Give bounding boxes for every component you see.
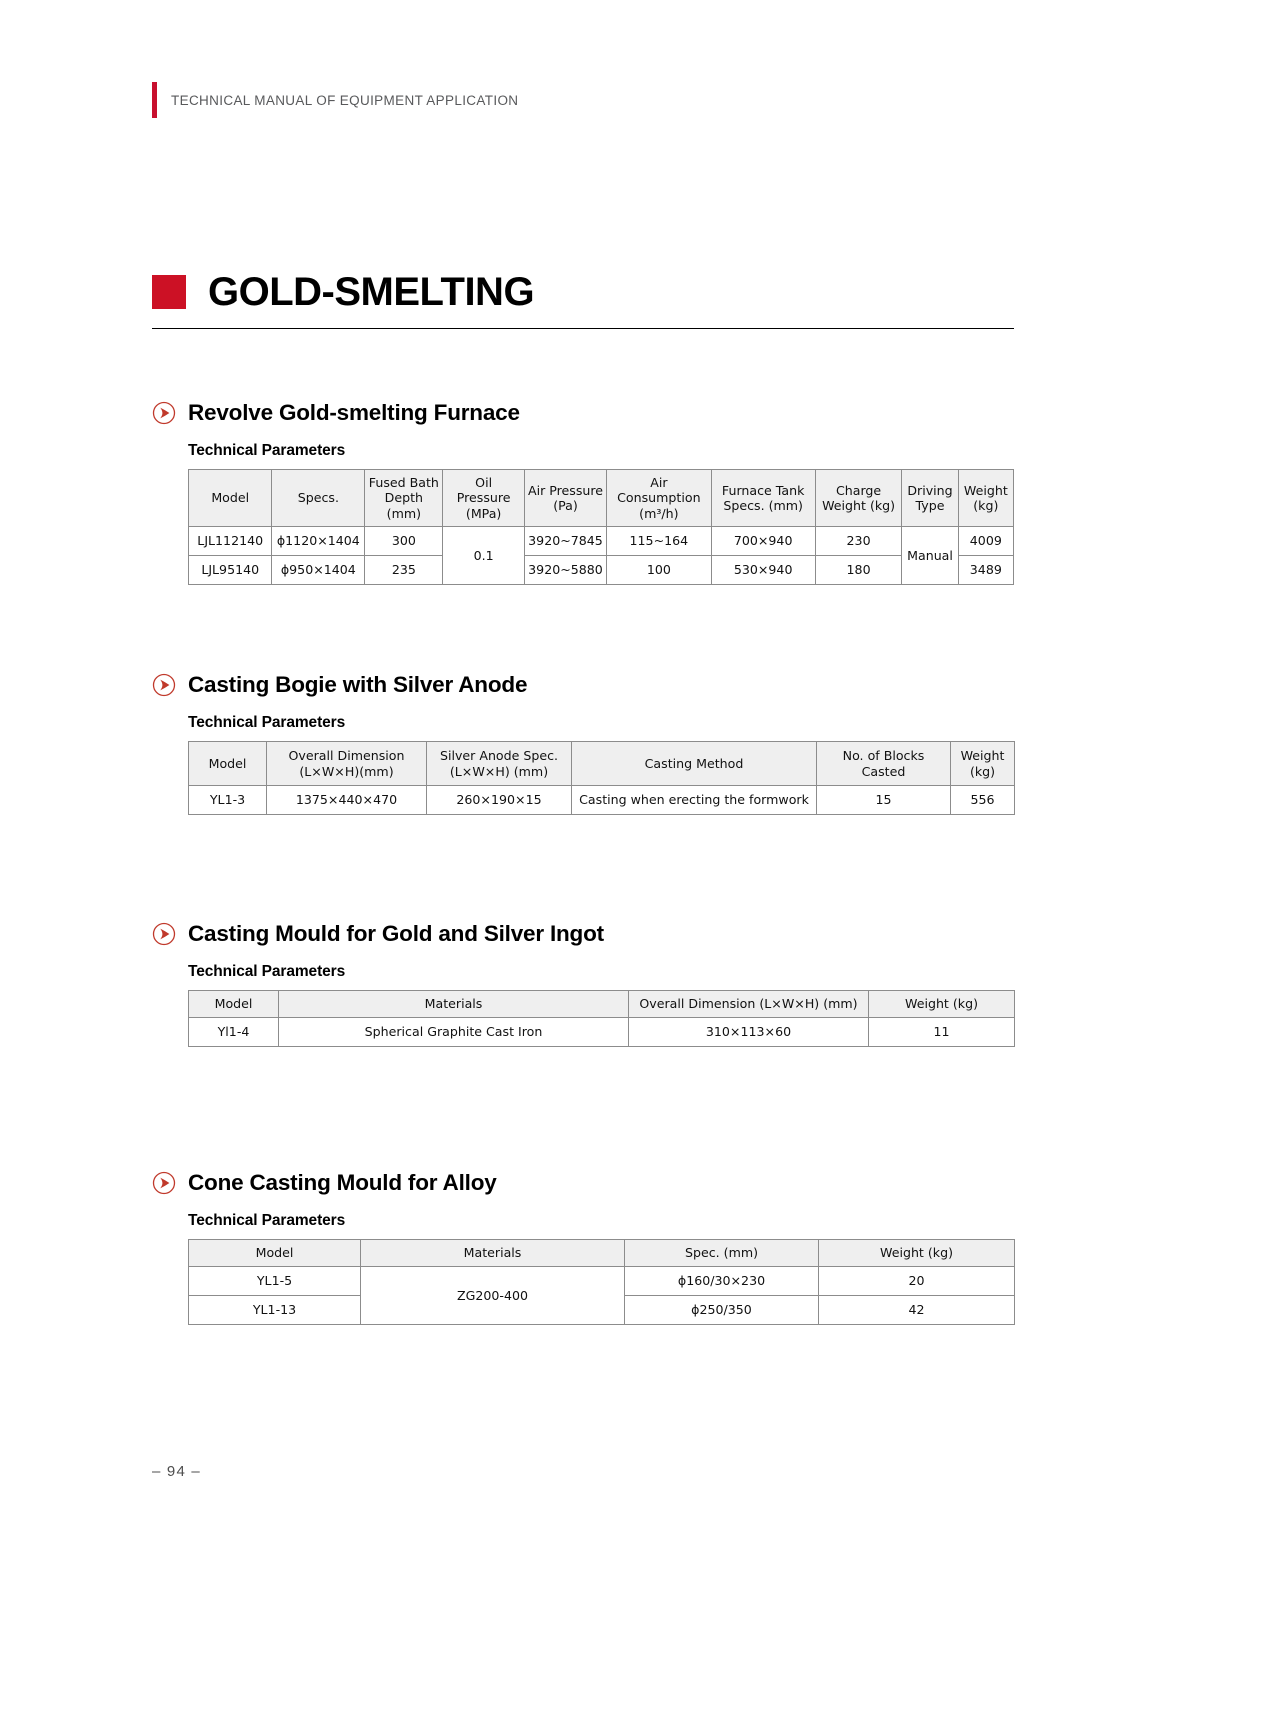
arrow-bullet-icon xyxy=(152,1171,176,1195)
section-revolve-gold-smelting-furnace xyxy=(152,400,1014,585)
cell-specs: ϕ1120×1404 xyxy=(272,527,365,556)
section-title: Casting Mould for Gold and Silver Ingot xyxy=(188,921,604,946)
th-model: Model xyxy=(189,991,279,1018)
section-heading-row xyxy=(152,400,1014,426)
section-casting-bogie-with-silver-anode xyxy=(152,672,1014,815)
cell-fused-bath-depth: 300 xyxy=(365,527,443,556)
cell-weight: 42 xyxy=(819,1296,1015,1325)
th-casting-method: Casting Method xyxy=(572,742,817,786)
page-number: – 94 – xyxy=(152,1463,201,1480)
table-cone-casting-mould xyxy=(188,1239,1015,1325)
th-oil-pressure: Oil Pressure (MPa) xyxy=(443,470,524,527)
arrow-bullet-icon xyxy=(152,673,176,697)
table-header-row xyxy=(189,742,1015,786)
th-fused-bath-depth: Fused Bath Depth (mm) xyxy=(365,470,443,527)
table-header-row xyxy=(189,991,1015,1018)
cell-materials: ZG200-400 xyxy=(361,1267,625,1325)
section-title: Cone Casting Mould for Alloy xyxy=(188,1170,497,1195)
table-row xyxy=(189,786,1015,815)
cell-specs: ϕ950×1404 xyxy=(272,556,365,585)
red-square-icon xyxy=(152,275,186,309)
cell-model: YL1-13 xyxy=(189,1296,361,1325)
cell-overall-dimension: 310×113×60 xyxy=(629,1018,869,1047)
cell-driving-type: Manual xyxy=(902,527,958,585)
cell-overall-dimension: 1375×440×470 xyxy=(267,786,427,815)
cell-model: LJL112140 xyxy=(189,527,272,556)
page-title-row xyxy=(152,272,1014,328)
section-title: Revolve Gold-smelting Furnace xyxy=(188,400,520,425)
th-model: Model xyxy=(189,1240,361,1267)
header-rule xyxy=(152,82,157,118)
section-subtitle: Technical Parameters xyxy=(188,1212,346,1229)
th-charge-weight: Charge Weight (kg) xyxy=(815,470,902,527)
th-air-consumption: Air Consumption (m³/h) xyxy=(607,470,711,527)
table-header-row xyxy=(189,1240,1015,1267)
th-weight: Weight (kg) xyxy=(951,742,1015,786)
arrow-bullet-icon xyxy=(152,922,176,946)
header-title: TECHNICAL MANUAL OF EQUIPMENT APPLICATION xyxy=(171,92,519,108)
cell-weight: 3489 xyxy=(958,556,1013,585)
arrow-bullet-icon xyxy=(152,401,176,425)
table-row xyxy=(189,556,1014,585)
table-revolve-furnace xyxy=(188,469,1014,585)
cell-air-consumption: 115~164 xyxy=(607,527,711,556)
cell-model: YL1-5 xyxy=(189,1267,361,1296)
cell-furnace-tank-specs: 530×940 xyxy=(711,556,815,585)
cell-model: Yl1-4 xyxy=(189,1018,279,1047)
cell-air-consumption: 100 xyxy=(607,556,711,585)
page-title-block xyxy=(152,272,1014,329)
th-overall-dimension: Overall Dimension (L×W×H) (mm) xyxy=(629,991,869,1018)
cell-weight: 556 xyxy=(951,786,1015,815)
th-air-pressure: Air Pressure (Pa) xyxy=(524,470,606,527)
cell-model: LJL95140 xyxy=(189,556,272,585)
section-subtitle: Technical Parameters xyxy=(188,714,346,731)
th-driving-type: Driving Type xyxy=(902,470,958,527)
section-subtitle: Technical Parameters xyxy=(188,442,346,459)
table-row xyxy=(189,1018,1015,1047)
th-furnace-tank-specs: Furnace Tank Specs. (mm) xyxy=(711,470,815,527)
cell-charge-weight: 180 xyxy=(815,556,902,585)
th-silver-anode-spec: Silver Anode Spec. (L×W×H) (mm) xyxy=(427,742,572,786)
cell-spec: ϕ160/30×230 xyxy=(625,1267,819,1296)
running-header xyxy=(152,82,518,118)
cell-spec: ϕ250/350 xyxy=(625,1296,819,1325)
cell-fused-bath-depth: 235 xyxy=(365,556,443,585)
th-model: Model xyxy=(189,742,267,786)
table-casting-bogie xyxy=(188,741,1015,815)
title-divider xyxy=(152,328,1014,329)
cell-charge-weight: 230 xyxy=(815,527,902,556)
section-cone-casting-mould-alloy xyxy=(152,1170,1014,1325)
table-header-row xyxy=(189,470,1014,527)
th-materials: Materials xyxy=(279,991,629,1018)
section-title: Casting Bogie with Silver Anode xyxy=(188,672,528,697)
cell-furnace-tank-specs: 700×940 xyxy=(711,527,815,556)
cell-weight: 4009 xyxy=(958,527,1013,556)
page-title: GOLD-SMELTING xyxy=(208,270,535,314)
th-weight: Weight (kg) xyxy=(958,470,1013,527)
cell-blocks-casted: 15 xyxy=(817,786,951,815)
th-overall-dimension: Overall Dimension (L×W×H)(mm) xyxy=(267,742,427,786)
section-casting-mould-gold-silver-ingot xyxy=(152,921,1014,1047)
cell-model: YL1-3 xyxy=(189,786,267,815)
cell-air-pressure: 3920~7845 xyxy=(524,527,606,556)
section-heading-row xyxy=(152,672,1014,698)
table-row xyxy=(189,527,1014,556)
cell-casting-method: Casting when erecting the formwork xyxy=(572,786,817,815)
cell-air-pressure: 3920~5880 xyxy=(524,556,606,585)
section-heading-row xyxy=(152,921,1014,947)
cell-weight: 11 xyxy=(869,1018,1015,1047)
th-specs: Specs. xyxy=(272,470,365,527)
cell-oil-pressure: 0.1 xyxy=(443,527,524,585)
section-subtitle: Technical Parameters xyxy=(188,963,346,980)
th-spec: Spec. (mm) xyxy=(625,1240,819,1267)
th-weight: Weight (kg) xyxy=(869,991,1015,1018)
th-materials: Materials xyxy=(361,1240,625,1267)
th-weight: Weight (kg) xyxy=(819,1240,1015,1267)
cell-silver-anode-spec: 260×190×15 xyxy=(427,786,572,815)
th-model: Model xyxy=(189,470,272,527)
cell-materials: Spherical Graphite Cast Iron xyxy=(279,1018,629,1047)
section-heading-row xyxy=(152,1170,1014,1196)
table-casting-mould-ingot xyxy=(188,990,1015,1047)
table-row xyxy=(189,1267,1015,1296)
th-blocks-casted: No. of Blocks Casted xyxy=(817,742,951,786)
cell-weight: 20 xyxy=(819,1267,1015,1296)
